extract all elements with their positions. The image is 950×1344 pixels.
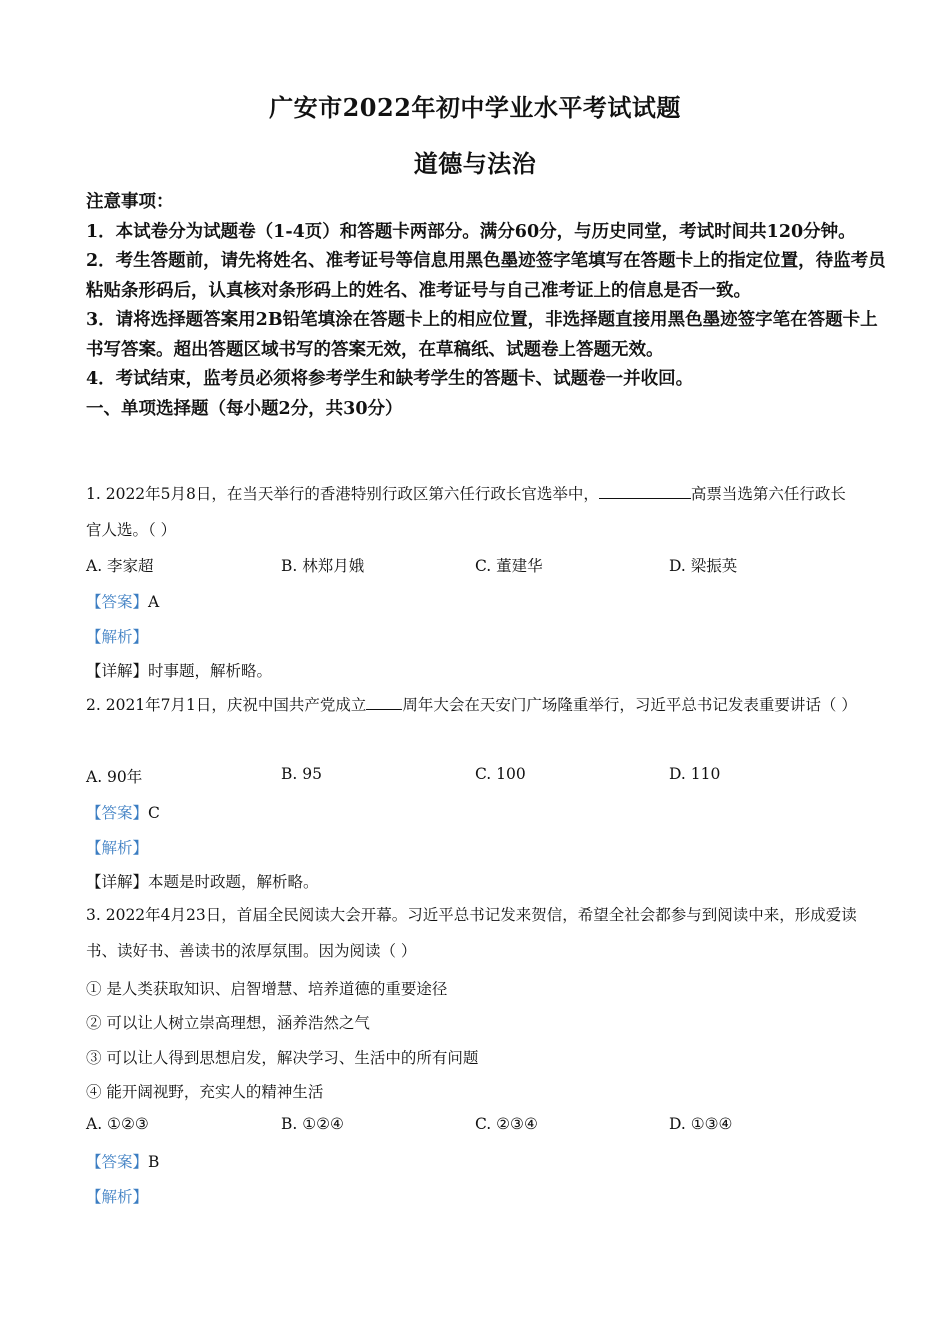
q2-detail-tag: 【详解】 xyxy=(86,873,149,891)
q1-option-c: C. 董建华 xyxy=(475,557,543,575)
note-4: 4．考试结束，监考员必须将参考学生和缺考学生的答题卡、试题卷一并收回。 xyxy=(86,369,694,389)
q3-option-d: D. ①③④ xyxy=(669,1115,733,1133)
q2-option-c: C. 100 xyxy=(475,765,526,783)
q1-blank xyxy=(599,484,691,499)
q2-answer-value: C xyxy=(148,804,160,822)
q2-option-a: A. 90年 xyxy=(86,768,143,786)
q1-option-d: D. 梁振英 xyxy=(669,557,738,575)
exam-title: 广安市2022年初中学业水平考试试题 xyxy=(269,93,681,122)
q3-analysis-tag: 【解析】 xyxy=(86,1188,149,1206)
q1-detail-text: 时事题，解析略。 xyxy=(148,662,273,680)
q1-answer-value: A xyxy=(148,593,160,611)
q1-option-b: B. 林郑月娥 xyxy=(281,557,365,575)
q3-option-b: B. ①②④ xyxy=(281,1115,344,1133)
q3-answer xyxy=(86,1150,159,1172)
q3-statement-1: ① 是人类获取知识、启智增慧、培养道德的重要途径 xyxy=(86,980,448,998)
q3-analysis xyxy=(86,1185,148,1207)
note-3: 3．请将选择题答案用2B铅笔填涂在答题卡上的相应位置，非选择题直接用黑色墨迹签字笔在答题卡上书写答案。超出答题区域书写的答案无效，在草稿纸、试题卷上答题无效。 xyxy=(86,310,878,360)
notes-heading: 注意事项： xyxy=(86,192,174,212)
notes-block xyxy=(86,188,886,424)
q1-option-a: A. 李家超 xyxy=(86,557,154,575)
q2-detail xyxy=(86,870,319,892)
q3-answer-value: B xyxy=(148,1153,160,1171)
q1-answer-tag: 【答案】 xyxy=(86,593,149,611)
section-heading: 一、单项选择题（每小题2分，共30分） xyxy=(86,398,403,419)
q2-analysis-tag: 【解析】 xyxy=(86,839,149,857)
q3-option-a: A. ①②③ xyxy=(86,1115,149,1133)
note-2: 2．考生答题前，请先将姓名、准考证号等信息用黑色墨迹签字笔填写在答题卡上的指定位置，待监考员粘贴条形码后，认真核对条形码上的姓名、准考证号与自己准考证上的信息是否一致。 xyxy=(86,251,886,301)
q3-answer-tag: 【答案】 xyxy=(86,1153,149,1171)
q2-analysis xyxy=(86,836,148,858)
q2-blank xyxy=(366,695,402,710)
q2-stem xyxy=(86,687,861,723)
q1-stem-part-a: 1. 2022年5月8日，在当天举行的香港特别行政区第六任行政长官选举中， xyxy=(86,485,599,503)
q2-option-b: B. 95 xyxy=(281,765,322,783)
q2-answer xyxy=(86,801,160,823)
q3-statement-2: ② 可以让人树立崇高理想，涵养浩然之气 xyxy=(86,1014,370,1032)
q1-analysis xyxy=(86,625,148,647)
q1-detail xyxy=(86,659,272,681)
q1-answer xyxy=(86,590,159,612)
note-1: 1．本试卷分为试题卷（1-4页）和答题卡两部分。满分60分，与历史同堂，考试时间共120分钟。 xyxy=(86,221,856,242)
q3-statement-4: ④ 能开阔视野，充实人的精神生活 xyxy=(86,1083,324,1101)
q1-detail-tag: 【详解】 xyxy=(86,662,149,680)
q1-stem xyxy=(86,476,861,548)
q3-option-c: C. ②③④ xyxy=(475,1115,538,1133)
q3-stem: 3. 2022年4月23日，首届全民阅读大会开幕。习近平总书记发来贺信，希望全社会都参与到阅读中来，形成爱读书、读好书、善读书的浓厚氛围。因为阅读（ ） xyxy=(86,906,857,960)
q1-stem-part-b: 高票当选第六任行政长官人选。（ ） xyxy=(86,485,846,539)
q2-detail-text: 本题是时政题，解析略。 xyxy=(148,873,319,891)
q1-analysis-tag: 【解析】 xyxy=(86,628,149,646)
q2-answer-tag: 【答案】 xyxy=(86,804,149,822)
q2-option-d: D. 110 xyxy=(669,765,721,783)
q2-stem-part-a: 2. 2021年7月1日，庆祝中国共产党成立 xyxy=(86,696,367,714)
subject-title: 道德与法治 xyxy=(413,149,537,178)
q3-statement-3: ③ 可以让人得到思想启发，解决学习、生活中的所有问题 xyxy=(86,1049,479,1067)
q2-stem-part-b: 周年大会在天安门广场隆重举行，习近平总书记发表重要讲话（ ） xyxy=(402,696,857,714)
